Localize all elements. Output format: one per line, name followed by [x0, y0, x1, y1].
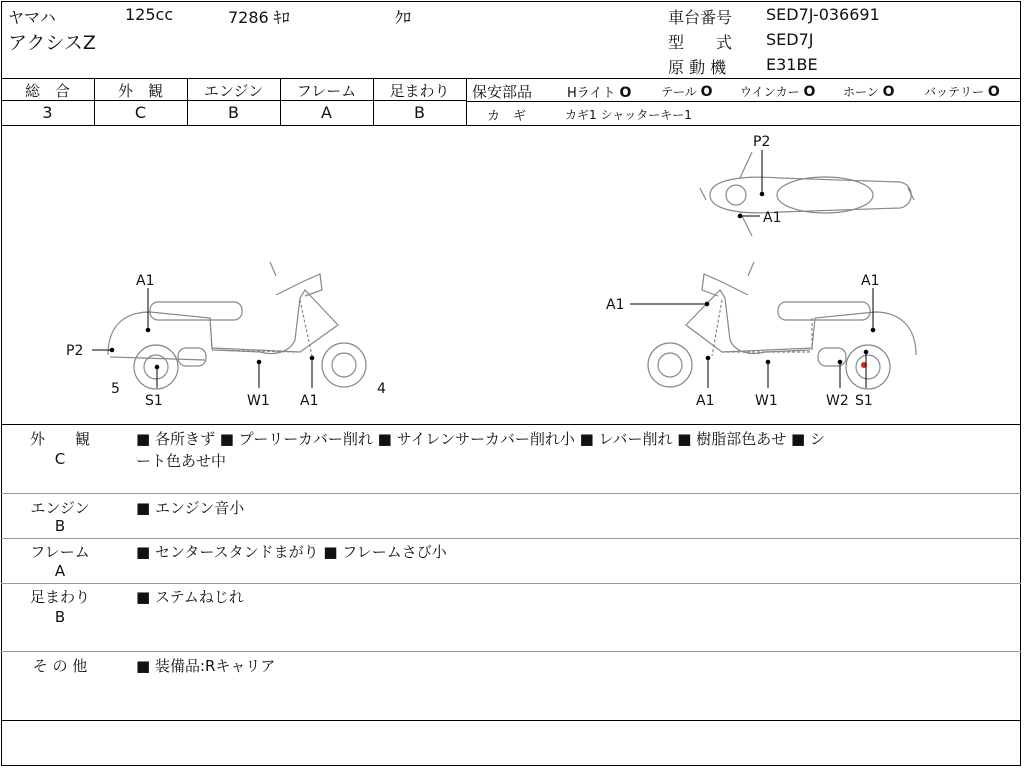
note-label-other: そ の 他 [32, 657, 88, 675]
grade-engine-value: B [228, 103, 239, 122]
note-grade-frame: A [54, 562, 66, 580]
note-text-frame: ■ センタースタンドまがり ■ フレームさび小 [136, 543, 447, 561]
note-grade-exterior: C [54, 450, 66, 468]
safety-mark: O [882, 84, 895, 100]
safety-label: 保安部品 [472, 83, 533, 101]
note-text-other: ■ 装備品:Rキャリア [136, 657, 276, 675]
note-grade-suspension: B [54, 608, 66, 626]
diagram-label: W1 [247, 393, 270, 409]
notes-bottom [1, 720, 1021, 721]
grade-overall-value: 3 [42, 103, 53, 122]
safety-item-horn: ホーン O [843, 84, 895, 100]
grade-suspension-label: 足まわり [389, 82, 450, 100]
type-label: 型 式 [668, 33, 733, 52]
note-label-engine: エンジン [30, 499, 90, 517]
notes-divider [1, 538, 1021, 539]
frame-no-label: 車台番号 [668, 8, 733, 27]
safety-item-headlight: Hライト O [567, 85, 632, 101]
diagram-label: A1 [136, 273, 155, 289]
safety-item-tail: テール O [661, 84, 713, 100]
grade-col-divider [466, 78, 467, 125]
engine-value: E31BE [766, 55, 818, 74]
keys-label: カ ギ [487, 109, 527, 124]
diagram-label: S1 [145, 393, 163, 409]
diagram-label: 5 [111, 381, 120, 397]
grade-frame-label: フレーム [296, 82, 357, 100]
maker: ヤマハ [8, 8, 56, 27]
keys-value: カギ1 シャッターキー1 [565, 108, 692, 122]
safety-row-divider [467, 101, 1021, 102]
note-text-suspension: ■ ステムねじれ [136, 588, 244, 606]
grade-exterior-value: C [134, 103, 147, 122]
safety-item-battery: バッテリー O [924, 84, 1000, 100]
note-text-engine: ■ エンジン音小 [136, 499, 245, 517]
diagram-label: A1 [300, 393, 319, 409]
diagram-label: S1 [855, 393, 873, 409]
diagram-label: P2 [753, 134, 771, 150]
note-label-frame: フレーム [30, 543, 90, 561]
damage-diagram [0, 126, 1024, 424]
note-label-exterior: 外 観 [29, 430, 90, 448]
diagram-label: A1 [861, 273, 880, 289]
note-text-exterior-cont: ート色あせ中 [136, 452, 227, 470]
type-value: SED7J [766, 30, 814, 49]
displacement: 125cc [125, 5, 174, 24]
grade-overall-label: 総 合 [24, 82, 70, 100]
diagram-label: W2 [826, 393, 849, 409]
diagram-label: 4 [377, 381, 386, 397]
grade-exterior-label: 外 観 [117, 82, 163, 100]
grade-frame-value: A [321, 103, 332, 122]
diagram-label: P2 [66, 343, 84, 359]
safety-mark: O [700, 84, 713, 100]
note-text-exterior: ■ 各所きず ■ プーリーカバー削れ ■ サイレンサーカバー削れ小 ■ レバー削れ ■ 樹脂部色あせ ■ シ [136, 430, 825, 448]
safety-item-winker: ウインカー O [740, 84, 816, 100]
diagram-label: A1 [696, 393, 715, 409]
safety-mark: O [619, 85, 632, 101]
model-name: アクシスZ [8, 32, 96, 54]
note-grade-engine: B [54, 517, 66, 535]
frame-no: SED7J-036691 [766, 5, 880, 24]
diagram-label: A1 [606, 297, 625, 313]
grade-suspension-value: B [414, 103, 425, 122]
safety-mark: O [803, 84, 816, 100]
grade-table-top [1, 78, 1021, 79]
safety-mark: O [987, 84, 1000, 100]
notes-divider [1, 651, 1021, 652]
notes-divider [1, 493, 1021, 494]
engine-label: 原 動 機 [668, 58, 727, 77]
mileage: 7286 ｷﾛ [228, 8, 290, 27]
notes-top [1, 424, 1021, 425]
notes-divider [1, 583, 1021, 584]
grade-engine-label: エンジン [203, 82, 264, 100]
diagram-label: A1 [763, 210, 782, 226]
color: ｸﾛ [395, 8, 412, 27]
note-label-suspension: 足まわり [29, 588, 90, 606]
diagram-label: W1 [755, 393, 778, 409]
top-view-outline [700, 152, 914, 236]
